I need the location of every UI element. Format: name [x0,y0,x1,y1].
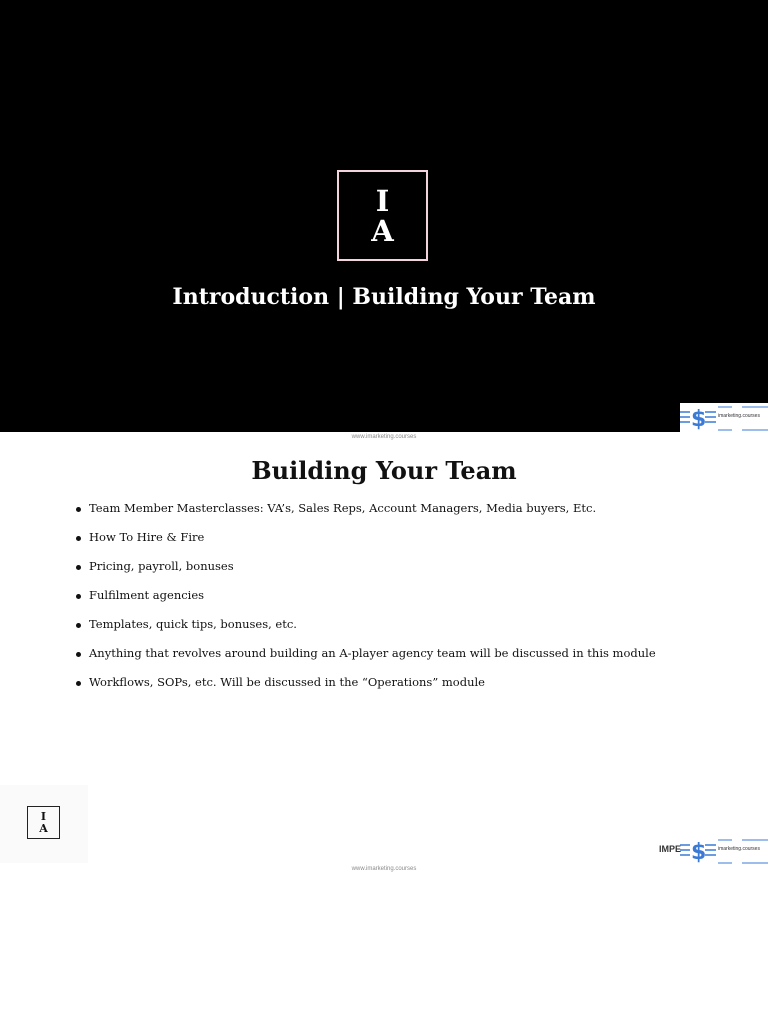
brand-text: imarketing.courses [718,413,760,419]
watermark-url-bottom: www.imarketing.courses [351,866,417,872]
list-item: Fulfilment agencies [76,587,656,616]
logo-letter-a: A [371,213,394,248]
list-item: Team Member Masterclasses: VA’s, Sales Reps, Account Managers, Media buyers, Etc. [76,500,656,529]
logo-letter-i: I [375,183,390,218]
brand-logo-bottom [680,836,768,866]
watermark-url-middle: www.imarketing.courses [351,434,417,440]
list-item: Anything that revolves around building an A-player agency team will be discussed in this module [76,645,656,674]
logo-letter-a: A [39,821,48,835]
list-item: Templates, quick tips, bonuses, etc. [76,616,656,645]
list-item: Workflows, SOPs, etc. Will be discussed in the “Operations” module [76,674,656,703]
content-slide-title: Building Your Team [251,456,517,485]
bullet-list [76,500,656,703]
svg-text:$: $ [691,840,707,865]
logo-letter-i: I [40,809,47,823]
title-slide [0,0,768,432]
brand-logo-top [680,403,768,433]
list-item: Pricing, payroll, bonuses [76,558,656,587]
ia-logo [337,170,428,261]
slide-title: Introduction | Building Your Team [172,284,596,310]
ia-logo-small [27,806,60,839]
svg-text:$: $ [691,407,707,432]
list-item: How To Hire & Fire [76,529,656,558]
impe-label: IMPE [659,844,682,854]
brand-text: imarketing.courses [718,846,760,852]
